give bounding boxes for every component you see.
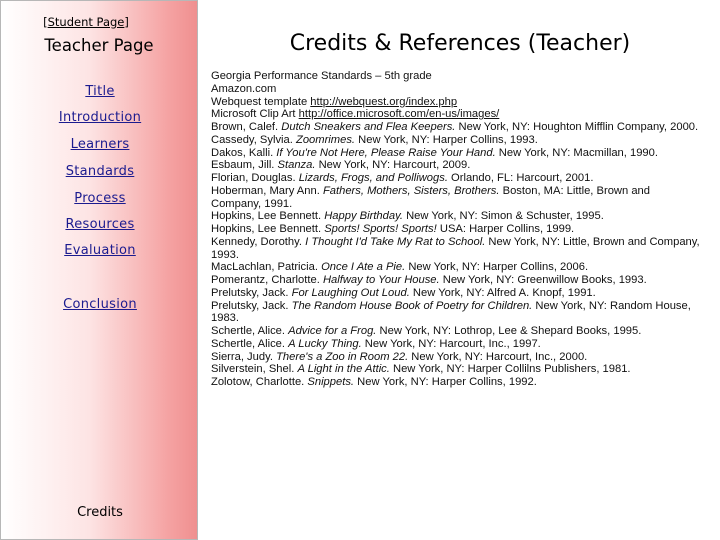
nav-link-learners[interactable]: Learners [70, 137, 130, 152]
bracket-close: ] [124, 15, 129, 29]
reference-item [211, 159, 701, 172]
reference-item [211, 147, 701, 160]
reference-text: Schertle, Alice. [211, 325, 289, 337]
reference-book-title: I Thought I'd Take My Rat to School. [305, 235, 486, 248]
credits-label: Credits [77, 505, 123, 520]
reference-item [211, 287, 701, 300]
nav-link-process[interactable]: Process [74, 191, 126, 206]
reference-text: Hopkins, Lee Bennett. [211, 223, 325, 235]
reference-book-title: Advice for a Frog. [288, 325, 377, 337]
references-list [211, 70, 701, 389]
reference-book-title: Sports! Sports! Sports! [324, 223, 437, 235]
reference-text: Zolotow, Charlotte. [211, 376, 308, 388]
reference-text: Brown, Calef. [211, 121, 282, 133]
reference-publication: Orlando, FL: Harcourt, 2001. [447, 172, 594, 184]
reference-book-title: Fathers, Mothers, Sisters, Brothers. [322, 184, 500, 197]
reference-text: Kennedy, Dorothy. [211, 235, 306, 248]
reference-publication: New York, NY: Harper Collins, 1993. [355, 133, 538, 146]
reference-text: Microsoft Clip Art [211, 108, 299, 121]
reference-publication: New York, NY: Little, Brown and Company, 1993. [211, 235, 700, 261]
reference-publication: New York, NY: Macmillan, 1990. [495, 146, 658, 159]
reference-text: Florian, Douglas. [211, 172, 299, 184]
reference-publication: Boston, MA: Little, Brown and Company, 1991. [211, 184, 651, 210]
reference-item [211, 338, 701, 351]
reference-item [211, 108, 701, 121]
reference-book-title: Stanza. [277, 159, 316, 172]
student-page-link[interactable]: Student Page [47, 15, 125, 29]
reference-publication: New York, NY: Harper Collilns Publishers, 1981. [389, 363, 631, 376]
nav-link-title[interactable]: Title [85, 84, 115, 99]
reference-item [211, 325, 701, 338]
reference-publication: New York, NY: Alfred A. Knopf, 1991. [409, 286, 596, 299]
reference-publication: New York, NY: Harcourt, 2009. [315, 159, 471, 172]
nav-link-introduction[interactable]: Introduction [58, 110, 142, 125]
nav-link-resources[interactable]: Resources [65, 217, 135, 232]
reference-publication: New York, NY: Random House, 1983. [211, 299, 691, 325]
reference-book-title: A Light in the Attic. [297, 363, 390, 376]
reference-book-title: Dutch Sneakers and Flea Keepers. [281, 121, 456, 133]
reference-publication: New York, NY: Harcourt, Inc., 1997. [361, 337, 541, 350]
reference-item [211, 363, 701, 376]
reference-book-title: Halfway to Your House. [322, 274, 440, 286]
reference-text: Schertle, Alice. [211, 337, 289, 350]
reference-text: Hopkins, Lee Bennett. [211, 210, 325, 223]
reference-book-title: Snippets. [307, 376, 355, 388]
reference-item [211, 300, 701, 326]
reference-item [211, 261, 701, 274]
reference-publication: New York, NY: Houghton Mifflin Company, 2000. [455, 121, 699, 133]
reference-publication: New York, NY: Simon & Schuster, 1995. [402, 210, 604, 223]
reference-link[interactable]: http://webquest.org/index.php [310, 95, 458, 108]
reference-text: Prelutsky, Jack. [211, 299, 292, 312]
reference-book-title: If You're Not Here, Please Raise Your Hand. [276, 146, 496, 159]
reference-text: Silverstein, Shel. [211, 363, 298, 376]
reference-text: Hoberman, Mary Ann. [211, 184, 323, 197]
reference-book-title: Lizards, Frogs, and Polliwogs. [298, 172, 448, 184]
nav-link-conclusion[interactable]: Conclusion [63, 297, 137, 312]
reference-item [211, 185, 701, 211]
reference-book-title: For Laughing Out Loud. [291, 286, 410, 299]
reference-text: MacLachlan, Patricia. [211, 261, 322, 274]
reference-text: Webquest template [211, 95, 311, 108]
reference-publication: New York, NY: Harper Collins, 2006. [405, 261, 589, 274]
reference-book-title: A Lucky Thing. [288, 337, 362, 350]
reference-book-title: Zoomrimes. [295, 133, 356, 146]
reference-item [211, 172, 701, 185]
sidebar-title: Teacher Page [44, 36, 154, 55]
reference-item [211, 134, 701, 147]
reference-book-title: There's a Zoo in Room 22. [276, 350, 409, 363]
reference-book-title: The Random House Book of Poetry for Children. [291, 299, 533, 312]
reference-text: Amazon.com [211, 82, 277, 95]
reference-book-title: Once I Ate a Pie. [321, 261, 406, 274]
nav-link-evaluation[interactable]: Evaluation [64, 243, 136, 258]
reference-publication: New York, NY: Lothrop, Lee & Shepard Books, 1995. [376, 325, 642, 337]
reference-item [211, 351, 701, 364]
reference-item [211, 96, 701, 109]
reference-text: Cassedy, Sylvia. [211, 133, 296, 146]
reference-item [211, 274, 701, 287]
reference-item [211, 376, 701, 389]
reference-publication: New York, NY: Greenwillow Books, 1993. [439, 274, 647, 286]
reference-item [211, 236, 701, 262]
reference-text: Georgia Performance Standards – 5th grade [211, 70, 432, 82]
reference-text: Sierra, Judy. [211, 350, 277, 363]
nav-link-standards[interactable]: Standards [65, 164, 135, 179]
student-page-link-container [1, 15, 171, 29]
reference-link[interactable]: http://office.microsoft.com/en-us/images/ [298, 108, 500, 121]
bracket-open: [ [43, 15, 48, 29]
reference-item [211, 223, 701, 236]
reference-text: Esbaum, Jill. [211, 159, 278, 172]
reference-item [211, 83, 701, 96]
page-title: Credits & References (Teacher) [289, 31, 631, 56]
reference-publication: USA: Harper Collins, 1999. [436, 223, 575, 235]
reference-book-title: Happy Birthday. [324, 210, 403, 223]
reference-text: Prelutsky, Jack. [211, 286, 292, 299]
reference-text: Pomerantz, Charlotte. [211, 274, 323, 286]
reference-item [211, 70, 701, 83]
reference-item [211, 210, 701, 223]
sidebar [0, 0, 198, 540]
reference-publication: New York, NY: Harcourt, Inc., 2000. [408, 350, 588, 363]
reference-text: Dakos, Kalli. [211, 146, 277, 159]
reference-publication: New York, NY: Harper Collins, 1992. [354, 376, 537, 388]
reference-item [211, 121, 701, 134]
